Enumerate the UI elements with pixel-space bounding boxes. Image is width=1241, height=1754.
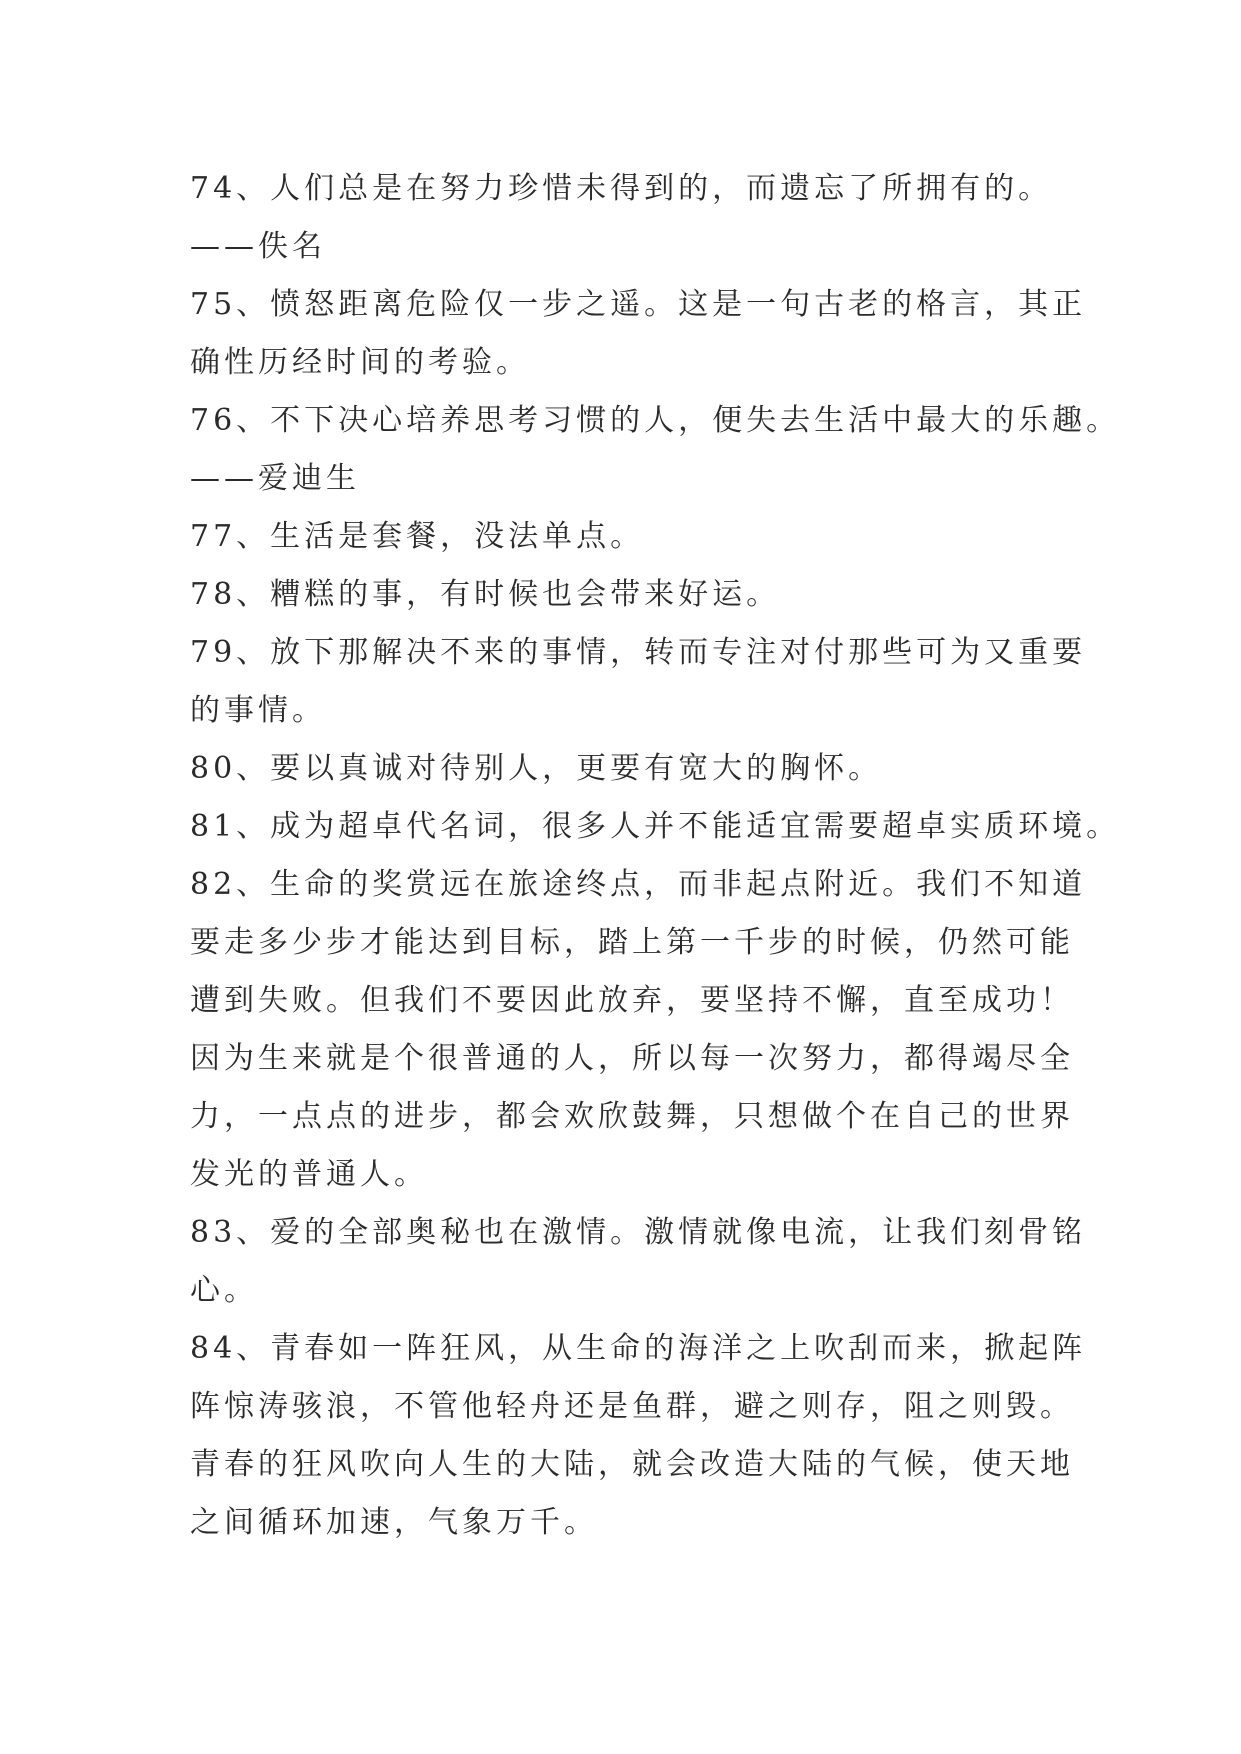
text-line: 确性历经时间的考验。 — [190, 345, 530, 380]
text-line: 阵惊涛骇浪，不管他轻舟还是鱼群，避之则存，阻之则毁。 — [190, 1389, 1074, 1424]
text-line: 因为生来就是个很普通的人，所以每一次努力，都得竭尽全 — [190, 1041, 1074, 1076]
document-page — [190, 160, 1121, 1552]
text-line: 84、青春如一阵狂风，从生命的海洋之上吹刮而来，掀起阵 — [190, 1331, 1087, 1366]
text-line: 发光的普通人。 — [190, 1157, 428, 1192]
text-line: 76、不下决心培养思考习惯的人，便失去生活中最大的乐趣。 — [190, 403, 1121, 438]
text-line: 81、成为超卓代名词，很多人并不能适宜需要超卓实质环境。 — [190, 809, 1121, 844]
text-line: 82、生命的奖赏远在旅途终点，而非起点附近。我们不知道 — [190, 867, 1087, 902]
text-line: 75、愤怒距离危险仅一步之遥。这是一句古老的格言，其正 — [190, 287, 1087, 322]
text-line: 之间循环加速，气象万千。 — [190, 1505, 598, 1540]
text-line: 力，一点点的进步，都会欢欣鼓舞，只想做个在自己的世界 — [190, 1099, 1074, 1134]
text-line: 要走多少步才能达到目标，踏上第一千步的时候，仍然可能 — [190, 925, 1074, 960]
text-line: 83、爱的全部奥秘也在激情。激情就像电流，让我们刻骨铭 — [190, 1215, 1087, 1250]
text-line: 77、生活是套餐，没法单点。 — [190, 519, 645, 554]
text-line: 心。 — [190, 1273, 258, 1308]
text-line: 78、糟糕的事，有时候也会带来好运。 — [190, 577, 781, 612]
text-line: ——佚名 — [190, 229, 326, 264]
text-line: ——爱迪生 — [190, 461, 360, 496]
text-line: 74、人们总是在努力珍惜未得到的，而遗忘了所拥有的。 — [190, 171, 1053, 206]
text-line: 80、要以真诚对待别人，更要有宽大的胸怀。 — [190, 751, 883, 786]
text-line: 遭到失败。但我们不要因此放弃，要坚持不懈，直至成功！ — [190, 983, 1074, 1018]
text-line: 青春的狂风吹向人生的大陆，就会改造大陆的气候，使天地 — [190, 1447, 1074, 1482]
text-line: 的事情。 — [190, 693, 326, 728]
text-line: 79、放下那解决不来的事情，转而专注对付那些可为又重要 — [190, 635, 1087, 670]
